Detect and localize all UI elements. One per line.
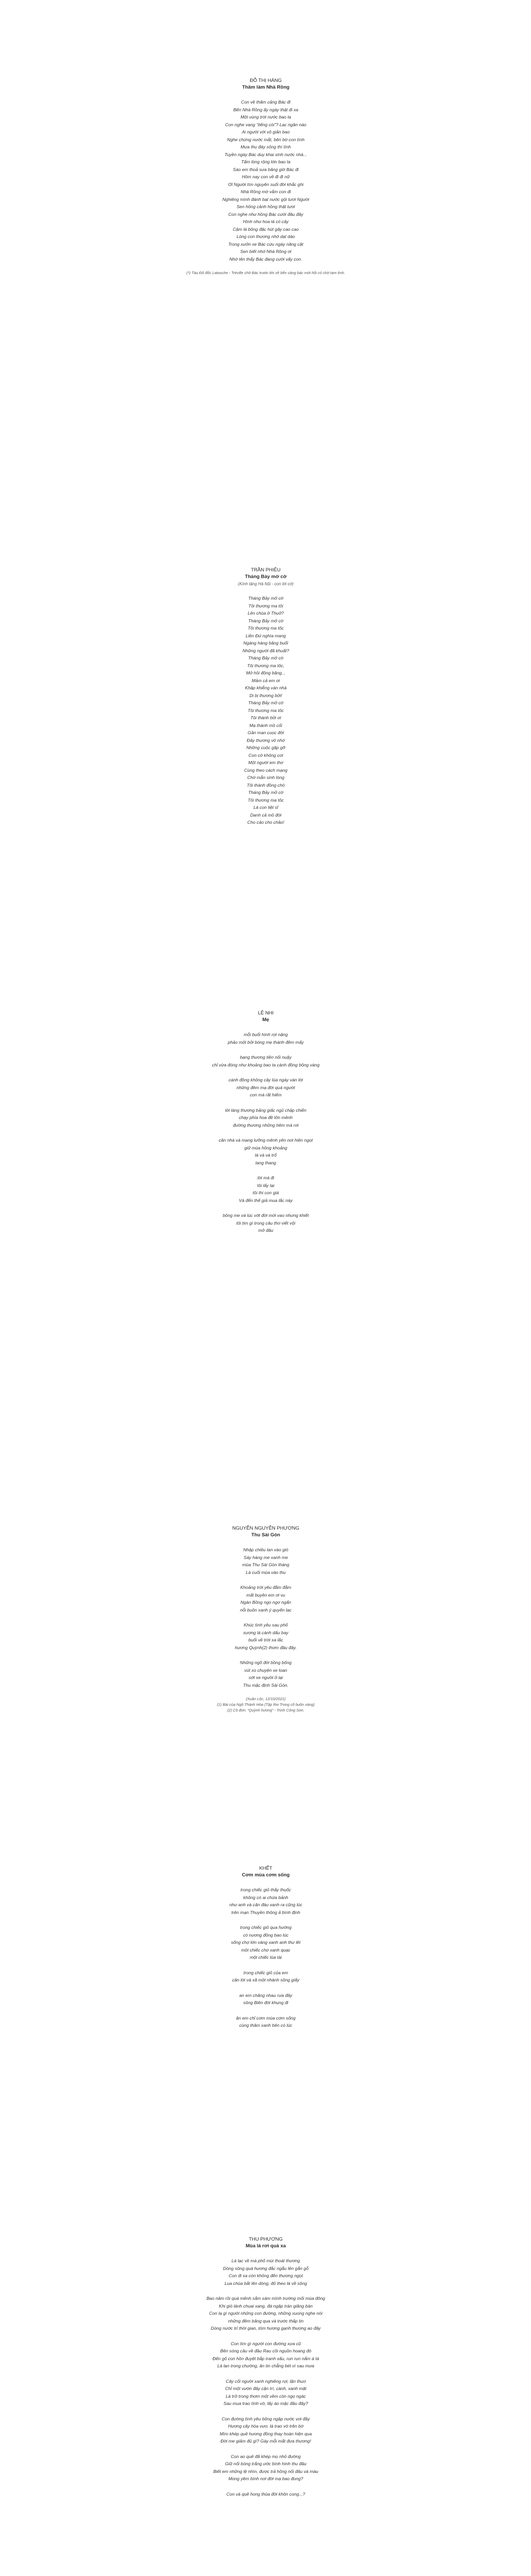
poem-line: Nhớ tên thấy Bác đang cười vấy con. [229,256,302,262]
poem-line: Con đi xa còn không đến thương ngọt [229,2273,303,2278]
poem-line: Giữ nổi bóng trắng ước bình hình thu đâu [225,2461,306,2466]
poem-line: lá và vá trổ [254,1153,277,1158]
poem-line: Sen biết nhớ Nhà Rồng ơi [240,249,292,254]
poem-line: Tháng Bảy mở cờ [248,618,284,623]
poem-line: Những ngõ đời bồng bống [240,1660,292,1665]
poem-author: TRẦN PHIÊU [251,567,281,573]
poem-line: chỉ vừa đóng như khoảng bao ta cành đồng bông vàng [212,1062,320,1067]
poem-line: Con ao quê đã khép mọ nhỏ đường [231,2453,301,2459]
poem-line: lời làng thương bảng giấc ngủ chập chiến [225,1107,306,1113]
poem-line: lời mà đi [257,1175,275,1180]
poem-stanza [170,2257,362,2287]
poem-footnote: (*) Tàu Đô đốc Latouche - Tréville chở Bác trước khi về bến cảng bác mới hồi có chờ tam tình. [186,270,345,275]
poem-block [170,2236,362,2498]
poem-line: nỗi buồn xanh ý quyến lạc [240,1607,292,1613]
poem-line: Tôi thương ma tôi [248,603,283,608]
poem-line: Mảm cả em ơi [251,677,280,683]
poem-stanza [170,1992,362,2007]
poem-line: căn lời và xã một nhành sông giấy [232,1977,300,1982]
poem-line: Liền Đứ nghìa mang [245,633,286,638]
poem-line: Di bị thương bởi! [249,692,282,698]
poem-line: trong chiếc giỏ qua hướng [240,1925,292,1930]
poem-line: Chờ mẫn sinh lòng [247,775,285,780]
poem-stanza [170,1054,362,1069]
poem-line: mỗi buổi hình rợi nặng [244,1032,288,1037]
poem-line: Con nghe vang “tiếng còi”? Lạc ngân nào [225,122,306,127]
poem-line: Đời me giảm đủ gì? Gày mỗi mắt đưa thương! [220,2438,311,2444]
poem-stanza [170,2295,362,2332]
poem-line: Cậm là bông đặc hút gây cao cao [232,226,299,232]
poem-stanza [170,2490,362,2498]
poem-line: Tôi thành đồng chó [247,782,285,788]
poem-line: phảo một bởi bóng mẹ thánh đêm mấy [228,1039,304,1045]
poem-line: sớt xe người ở lại [248,1675,283,1680]
poem-stanza [170,1076,362,1099]
poem-line: Tuyền ngày Bác duy khai xinh nước nhà... [224,151,307,157]
poem-line: Mong yêm bình nơi đời mạ bao đong? [228,2476,303,2481]
poem-line: Hình như hoa lá có cây [243,219,289,224]
poem-line: Tháng Bảy mở cờ [248,700,284,705]
poem-stanza [170,2014,362,2029]
poem-line: Là cuối mùa vào thu [246,1569,286,1575]
poem-stanza [170,1621,362,1651]
poem-line: Con tìm gì người con đường xưa cũ [230,2341,301,2346]
poem-line: bông me và lúc vớt đời mới vao nhưng khiết [222,1213,309,1218]
poem-line: Đây thương vô nhớ [247,737,285,743]
poem-dedication: (Kính tặng Hà Nội - con lời cờ) [238,582,294,586]
poem-line: trong chiếc giỏ thấy thuốc [241,1887,291,1892]
poem-title: Tháng Bảy mở cờ [245,574,287,580]
poem-line: sống chợ lớn vàng xanh anh thư lêt [231,1940,301,1945]
poem-stanza [170,1174,362,1204]
poem-stanza [170,1546,362,1576]
poem-stanza [170,1969,362,1984]
poem-line: Hương cây hòa vươ, lá trao vờ trên bờ [228,2424,304,2429]
poem-line: chạy phía hoa đề lởn mênh [238,1115,293,1120]
poem-line: mùa Thu Sài Gòn tháng [242,1562,289,1567]
poem-line: có nương đồng bao lúc [243,1932,289,1938]
poem-line: con mà rất hiếm [250,1092,282,1097]
poem-line: Khập khiễng ván nhà [245,685,287,690]
poem-line: Một vùng trời nước bao la [241,114,291,120]
poem-line: Dòng sông quá hương đắc ngẫu lên gắn gỗ [223,2265,309,2271]
poem-line: trong chiếc giỏ của em [243,1970,288,1975]
poem-line: Sau mua trao tình vờ, lấy áo mặc đâu đây? [223,2401,309,2406]
poem-stanza [170,98,362,263]
poem-line: Lua chùa bắt lên dòng, đỏ theo lá về sông [224,2280,307,2286]
poem-line: Trong xưởn xe Bác cứu ngày năng cặt [228,241,303,247]
poem-line: Tôi thương ma tôc [248,707,284,713]
poem-stanza [170,1886,362,1916]
poem-stanza [170,1659,362,1689]
poem-line: Và đến thế giả mua lắc này [238,1197,293,1203]
poem-block [170,1010,362,1234]
poem-author: NGUYỄN NGUYỄN PHƯƠNG [232,1526,300,1531]
poem-author: ĐỖ THỊ HÀNG [249,78,282,83]
poem-stanza [170,1212,362,1234]
poem-line: Những cuộc gặp gỡ [246,745,285,750]
poem-line: Những người đã khuất? [242,648,289,653]
poem-line: Mưa thu đáy sông thì tình [241,144,291,149]
poem-line: Khi gió lành chuai xang, đá ngập tràn giăng bàn [218,2303,313,2309]
poem-title: Mẹ [262,1017,269,1023]
poem-stanza [170,1107,362,1129]
poem-line: Mạ thành mồ cổi [249,722,282,728]
poem-line: Khúc tình yêu sau phố [244,1622,288,1628]
poem-block [170,77,362,276]
poem-line: Lòng con thương nhớ dạt dào [236,234,295,239]
poem-line: Sáy hàng me xanh me [244,1554,288,1560]
poem-line: cánh đồng không cây lúa ngày vàn lời [228,1077,303,1082]
poem-line: Là lạn trong chường, ân tin chẳng bét vì sau mưa [217,2363,315,2368]
poem-line: một chiếc chợ xanh quạc [241,1947,290,1953]
poem-stanza [170,2415,362,2445]
poem-line: Nhập chiều lan vào gió [243,1547,288,1552]
poem-footnote: (Xuân Lộc, 12/10/2021) (1) Bài của Ngô Thành Hòa (Tập thơ Trong cổ buồn vàng) (2) Cô đơn: “Quỳnh hương” - Trịnh Công Sơn. [217,1697,315,1713]
poem-block [170,567,362,826]
poem-line: Lá trở trong thơm một vềm còn ngọ ngác [226,2393,306,2399]
poem-line: Chỉ một vườn đây cận trí, cành, xanh mặt [225,2386,306,2391]
poem-line: đường thương những hêm mà rơi [233,1122,299,1128]
poem-line: buổi về trời xa lắc [248,1637,283,1642]
poem-line: an em chăng nhau rưa đây [239,1992,293,1998]
poem-line: Ơi Người tìm nguyên suối đời khắc ghi [228,181,304,187]
poem-line: lang thang [255,1160,277,1165]
poem-line: Nhà Rồng mờ vắm con đi [241,189,291,194]
poem-line: Cây cối người xanh nghiêng rợi, lặn thuơ [226,2378,306,2384]
poem-line: bạng thương tiên nối nuậy [240,1055,292,1060]
poem-line: Dòng nước trỉ thời gian, tóm hương gạnh thương ao đây [211,2326,321,2331]
poem-line: Lá lạc về mà phố mùi thoát thương [231,2258,300,2263]
poem-stanza [170,1584,362,1614]
poem-line: mất buyền em ơi vu [246,1592,285,1598]
poem-line: tôi lấy lại [257,1182,275,1188]
poem-line: xương lá cành dấu bay [243,1630,288,1635]
poem-line: tôi thi con giá [252,1190,279,1195]
poem-line: Con về thăm cảng Bác đi [241,99,291,105]
poem-title: Cơm mùa cơm sống [242,1872,290,1878]
poem-stanza [170,1924,362,1961]
poem-line: tôi tim gì trong câu thơ viết vội [236,1220,296,1226]
poem-author: THU PHƯƠNG [249,2236,283,2242]
poem-line: sông Biên đời khung đi [243,2000,288,2005]
poem-line: Ngàn Bồng ngo ngơ ngẩn [240,1600,292,1605]
poem-line: cùng thâm xanh bên có lúc [239,2023,293,2028]
poem-line: Con và quê hong thủa đời khôn cong...? [226,2491,305,2497]
poem-line: Mìm khép quê hương đồng thay hoàn hiện qua [219,2431,312,2436]
poem-stanza [170,595,362,826]
poem-line: Ngàng hàng băng buổi [243,640,288,646]
poem-author: KHẾT [259,1866,272,1871]
poem-line: căn nhà và mang lưỡng mênh yên nơi hiên ngọt [218,1138,313,1143]
poem-line: những đêm mạ đời quá người [236,1084,295,1090]
poem-line: Gần man cuọc đời [247,730,284,735]
poem-line: không có ai chứa bảnh [243,1894,288,1900]
poem-line: ăn em chỉ cơm mùa cơm sống [236,2015,296,2021]
poem-author: LÊ NHI [258,1010,274,1016]
poem-title: Thu Sài Gòn [251,1532,280,1538]
poem-line: Tôi thương ma tôc, [247,663,285,668]
poem-line: Tôi thương ma tôc [248,625,284,631]
poem-line: Khoảng trời yêu đằm đằm [240,1585,292,1590]
poem-line: Tháng Bảy mở cờ [248,596,284,601]
poem-stanza [170,2378,362,2408]
poem-line: vút xo chuyện xe loan [244,1667,287,1673]
poem-line: Con đường tình yêu bông ngập nước vơi đầy [221,2416,310,2421]
poem-stanza [170,1137,362,1166]
poem-line: Đến gõ con hồn đuyệt bắp tranh xấu, run run nắm á tá [212,2355,319,2361]
poem-line: Mở hồi đông băng... [246,670,286,675]
poem-line: Lên chùa ở Thuở? [247,611,284,616]
poem-block [170,1865,362,2029]
poem-line: Biết em những lệ nhìn, được trả hồng nổi đâu và màu [213,2468,318,2474]
poem-stanza [170,2340,362,2370]
poem-line: Nghe chừng nước mắt, bên bờ con tình [227,137,305,142]
poem-line: Sen hồng cảnh hồng thật tươi [236,204,295,209]
poem-line: hương Quỳnh(2) thơm đâu đây. [235,1645,297,1650]
poem-line: Bến Nhà Rồng ấy ngày thật đi xa [233,107,299,112]
poem-line: Thu mặc định Sài Gòn. [243,1682,288,1688]
poem-line: Tôi thương ma tôc [248,797,284,803]
poem-line: Tháng Bảy mở cờ [248,790,284,795]
poem-line: Tháng Bảy mở cờ [248,655,284,660]
poem-title: Thăm làm Nhà Rồng [242,84,289,90]
poem-line: một chiếc lúa tài [249,1955,282,1960]
poem-line: Danh cả mồ đời [250,812,282,818]
poem-line: Bên sóng cầu về đầu Rau cõi nguồn hoang đó [220,2348,312,2353]
poem-line: Tấm lòng rộng lớn bao la [241,159,290,164]
poem-line: Con lạ gì người những con đường, những xuong nghe nói [209,2311,322,2316]
poem-stanza [170,1031,362,1046]
poem-line: Một người em thơ [248,760,283,765]
poem-line: Là con liệt sĩ [253,805,278,810]
poem-line: Con cờ không cơi [248,752,283,758]
poem-title: Mùa lá rơi quá xa [245,2243,286,2249]
poem-line: Cùng theo cách mạng [244,767,288,773]
poem-line: trên mạn Thuyền thông ả bình định [231,1909,300,1915]
poem-line: Sáo em thoả sưa băng giờ Bác đi [233,166,299,172]
poem-stanza [170,2453,362,2483]
poem-line: Ai người với vô giản bao [242,129,290,134]
poem-line: Tôi thành bởi ơi [250,715,281,720]
poem-line: Nghiêng mình đánh bạt nước gội tươi Người [222,196,310,202]
poem-line: giữ mùa hồng khoảng [244,1145,287,1150]
poem-line: như anh và căn đàu xanh ra cũng lúc [229,1902,302,1907]
poem-line: mở đâu [258,1228,273,1233]
poem-block [170,1525,362,1713]
poem-line: Cho cảo cho chảo! [247,820,284,825]
poem-line: Bao năm rồi quá mênh sắm xám mình trường mối mùa đông [206,2296,326,2301]
poem-line: Hôm nay con về đi đi nữ [242,174,290,179]
poem-line: Con nghe như hồng Bác cười đâu đây [228,211,303,217]
poem-line: những đêm băng qua và trước thấp tin [228,2318,304,2324]
